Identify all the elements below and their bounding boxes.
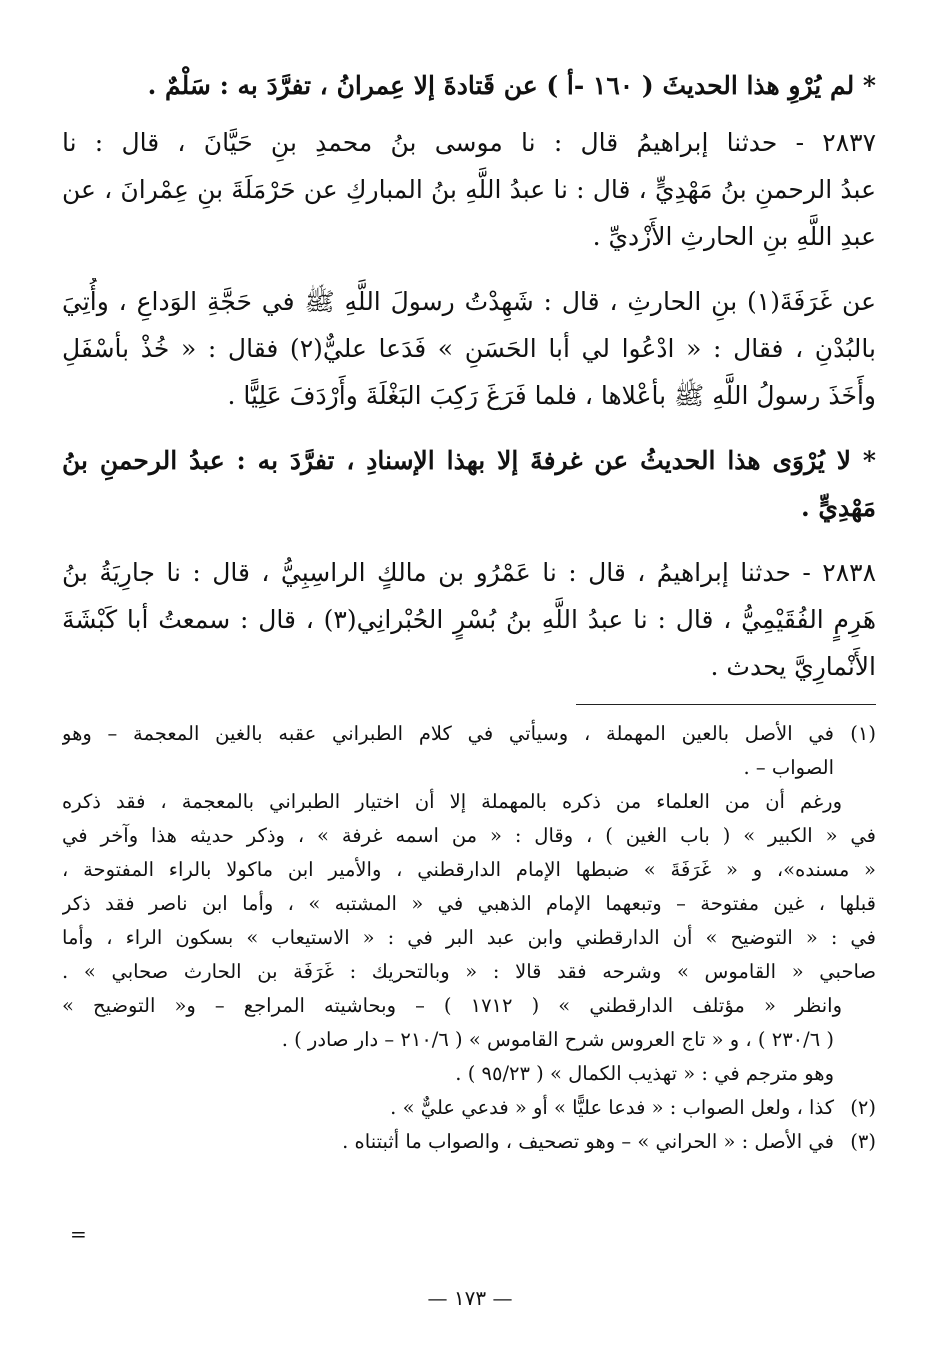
matn-line: وأَخَذَ رسولُ اللَّهِ ﷺ بأعْلاها ، فلما فَرَغَ رَكِبَ البَغْلَةَ وأَرْدَفَ عَلِيًّا .: [227, 381, 876, 410]
isnad-line: الأَنْمارِيَّ يحدث .: [710, 652, 876, 681]
isnad-line: عبدُ الرحمنِ بنُ مَهْدِيٍّ ، قال : نا عبدُ اللَّهِ بنُ المباركِ عن حَرْمَلَةَ بنِ عِمْرانَ ، عن: [62, 175, 876, 204]
isnad-line: هَرِمٍ الفُقَيْمِيُّ ، قال : نا عبدُ اللَّهِ بنُ بُسْرٍ الحُبْرانِي(٣) ، قال : سمعتُ أبا كَبْشَةَ: [62, 605, 876, 634]
footnote-2-line: (٢)كذا ، ولعل الصواب : « فدعا عليًّا » أو « فدعي عليٌّ » .: [62, 1091, 876, 1125]
isnad-line: عبدِ اللَّهِ بنِ الحارثِ الأَزْديِّ .: [592, 222, 876, 251]
footnote-1-line: وهو مترجم في : « تهذيب الكمال » ( ٩٥/٢٣ ) .: [455, 1062, 834, 1085]
footnote-1-line: الصواب – .: [743, 756, 834, 779]
footnote-1-line: قبلها ، غين مفتوحة – وتبعهما الإمام الذهبي في « المشتبه » ، وأما ابن ناصر فقد ذكر: [62, 892, 876, 915]
footnote-3-line: (٣)في الأصل : « الحراني » – وهو تصحيف ، والصواب ما أثبتناه .: [62, 1125, 876, 1159]
note-line: مَهْدِيٍّ .: [800, 493, 876, 522]
matn-line: عن غَرَفَةَ(١) بنِ الحارثِ ، قال : شَهِدْتُ رسولَ اللَّهِ ﷺ في حَجَّةِ الوَداعِ ، وأُتِيَ: [62, 287, 876, 316]
footnote-number: (٢): [850, 1096, 876, 1119]
footnote-1-line: (١)في الأصل بالعين المهملة ، وسيأتي في كلام الطبراني عقبه بالغين المعجمة – وهو: [62, 717, 876, 751]
footnote-1-line: في « الكبير » ( باب الغين ) ، وقال : « من اسمه غرفة » ، وذكر حديثه هذا وآخر في: [62, 824, 876, 847]
footnote-1-line: صاحبي « القاموس » وشرحه فقد قالا : « وبالتحريك : غَرَفَة بن الحارث صحابي » .: [62, 960, 876, 983]
matn-line: بالبُدْنِ ، فقال : « ادْعُوا لي أبا الحَسَنِ » فَدَعا عليٌّ(٢) فقال : « خُذْ بأسْفَلِ: [62, 334, 876, 363]
footnote-1-line: ورغم أن من العلماء من ذكره بالمهملة إلا أن اختيار الطبراني بالمعجمة ، فقد ذكره: [62, 790, 842, 813]
footnote-number: (٣): [850, 1130, 876, 1153]
footnote-divider: [576, 704, 876, 705]
note-line: * لم يُرْوِ هذا الحديثَ ( ١٦٠ -أ ) عن قَتادةَ إلا عِمرانُ ، تفرَّدَ به : سَلْمٌ .: [147, 71, 876, 100]
note-line: * لا يُرْوَى هذا الحديثُ عن غرفةَ إلا بهذا الإسنادِ ، تفرَّدَ به : عبدُ الرحمنِ بنُ: [62, 446, 876, 475]
footnote-number: (١): [850, 722, 876, 745]
footnote-1-line: ( ٢٣٠/٦ ) ، و « تاج العروس شرح القاموس » ( ٢١٠/٦ – دار صادر ) .: [281, 1028, 834, 1051]
footnote-1-line: « مسنده»، و « غَرَفَةَ » ضبطها الإمام الدارقطني ، والأمير ابن ماكولا بالراء المفتوحة ،: [62, 858, 876, 881]
hadith-2837-line: ٢٨٣٧ - حدثنا إبراهيمُ قال : نا موسى بنُ محمدِ بنِ حَيَّانَ ، قال : نا: [62, 128, 876, 157]
continuation-mark: =: [70, 1222, 87, 1246]
hadith-2838-line: ٢٨٣٨ - حدثنا إبراهيمُ ، قال : نا عَمْرُو بن مالكٍ الراسِبِيُّ ، قال : نا جارِيَةُ بنُ: [62, 558, 876, 587]
page-number: — ١٧٣ —: [427, 1286, 513, 1310]
footnote-1-line: وانظر « مؤتلف الدارقطني » ( ١٧١٢ ) – وبحاشيته المراجع – و« التوضيح »: [62, 994, 842, 1017]
footnote-1-line: في : « التوضيح » أن الدارقطني وابن عبد البر في : « الاستيعاب » بسكون الراء ، وأما: [62, 926, 876, 949]
